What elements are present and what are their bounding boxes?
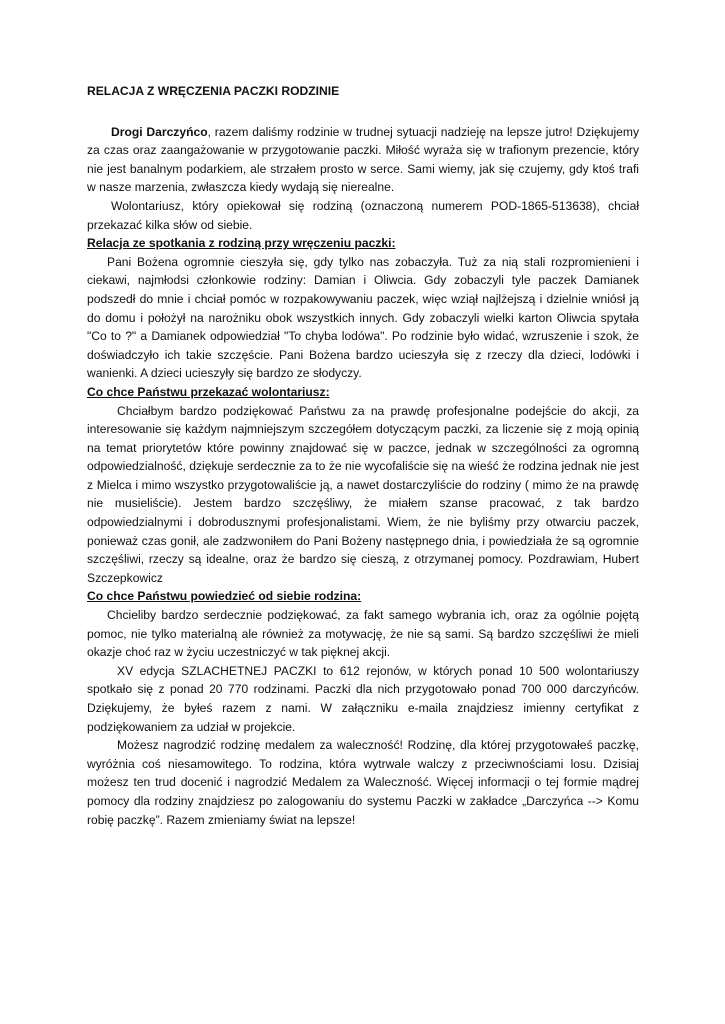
greeting: Drogi Darczyńco [111,124,208,139]
volunteer-intro: Wolontariusz, który opiekował się rodziną (oznaczoną numerem POD-1865-513638), chciał przekazać kilka słów od siebie. [87,198,639,232]
letter-page [87,82,639,829]
section-heading-volunteer: Co chce Państwu przekazać wolontariusz: [87,384,330,399]
closing-paragraph-medal: Możesz nagrodzić rodzinę medalem za waleczność! Rodzinę, dla której przygotowałeś paczkę, wyróżnia coś niesamowitego. To rodzina, która wytrwale walczy z przeciwnościami losu. Dzisiaj możesz ten trud docenić i nagrodzić Medalem za Waleczność. Więcej informacji o tej formie mądrej pomocy dla rodziny znajdziesz po zalogowaniu do systemu Paczki w zakładce „Darczyńca --> Komu robię paczkę”. Razem zmieniamy świat na lepsze! [87,738,639,827]
section-heading-family: Co chce Państwu powiedzieć od siebie rodzina: [87,589,362,604]
intro-paragraph [87,123,639,197]
intro-text: , razem daliśmy rodzinie w trudnej sytuacji nadzieję na lepsze jutro! Dziękujemy za czas oraz zaangażowanie w przygotowanie paczki. Miłość wyraża się w trafionym prezencie, który nie jest banalnym podarkiem, ale strzałem prosto w serce. Sami wiemy, jak się czujemy, gdy ktoś trafi w nasze marzenia, zwłaszcza kiedy wydają się nierealne. [87,124,640,195]
page-title: RELACJA Z WRĘCZENIA PACZKI RODZINIE [87,84,340,98]
closing-paragraph-stats: XV edycja SZLACHETNEJ PACZKI to 612 rejonów, w których ponad 10 500 wolontariuszy spotkało się z ponad 20 770 rodzinami. Paczki dla nich przygotowało ponad 700 000 darczyńców. Dziękujemy, że byłeś razem z nami. W załączniku e-maila znajdziesz imienny certyfikat z podziękowaniem za udział w projekcie. [87,663,639,734]
volunteer-paragraph: Chciałbym bardzo podziękować Państwu za na prawdę profesjonalne podejście do akcji, za interesowanie się każdym najmniejszym szczegółem dotyczącym paczki, za liczenie się z moją opinią na temat priorytetów które powinny znajdować się w paczce, jednak w szczególności za ogromną odpowiedzialność, dziękuje serdecznie za to że nie wycofaliście się na wieść że rodzina jednak nie jest z Mielca i mimo wszystko przygotowaliście ją, a nawet dostarczyliście do rodziny ( mimo że na prawdę nie musieliście). Jestem bardzo szczęśliwy, że miałem szanse pracować, z tak bardzo odpowiedzialnymi i dobrodusznymi profesjonalistami. Wiem, że nie byliśmy przy otwarciu paczek, ponieważ czas gonił, ale zadzwoniłem do Pani Bożeny następnego dnia, i powiedziała że są ogromnie szczęśliwi, rzeczy są idealne, oraz że bardzo się cieszą, z otrzymanej pomocy. Pozdrawiam, Hubert Szczepkowicz [87,403,639,585]
meeting-paragraph: Pani Bożena ogromnie cieszyła się, gdy tylko nas zobaczyła. Tuż za nią stali rozpromienieni i ciekawi, najmłodsi członkowie rodziny: Damian i Oliwcia. Gdy zobaczyli tyle paczek Damianek podszedł do mnie i chciał pomóc w rozpakowywaniu paczek, więc wziął najlżejszą i dzielnie wniósł ją do domu i położył na narożniku obok wszystkich innych. Gdy zobaczyli wielki karton Oliwcia spytała "Co to ?" a Damianek odpowiedział "To chyba lodówa". Po rodzinie było widać, wzruszenie i szok, że doświadczyło ich takie szczęście. Pani Bożena bardzo ucieszyła się z rzeczy dla dzieci, lodówki i wanienki. A dzieci ucieszyły się bardzo ze słodyczy. [87,254,639,381]
section-heading-meeting: Relacja ze spotkania z rodziną przy wręczeniu paczki: [87,236,396,251]
family-paragraph: Chcieliby bardzo serdecznie podziękować, za fakt samego wybrania ich, oraz za ogólnie pojętą pomoc, nie tylko materialną ale również za motywację, że nie są sami. Są bardzo szczęśliwi że mieli okazje choć raz w życiu uczestniczyć w tak pięknej akcji. [87,608,639,660]
